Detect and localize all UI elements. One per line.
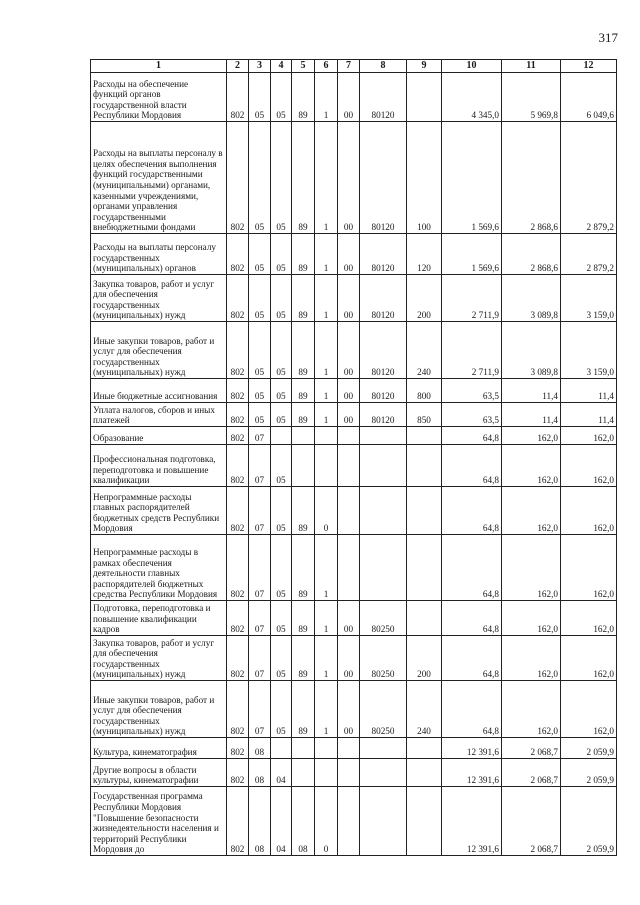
program-cell <box>292 445 315 487</box>
amount-year3-cell: 3 159,0 <box>561 275 617 322</box>
amount-year2-cell: 2 068,7 <box>502 787 561 856</box>
section-cell: 07 <box>249 445 271 487</box>
subsection-cell: 05 <box>271 601 292 636</box>
program-cell: 89 <box>292 379 315 403</box>
header-cell: 8 <box>360 60 407 73</box>
subprogram-cell <box>315 759 338 787</box>
subsection-cell: 05 <box>271 275 292 322</box>
table-row <box>91 403 617 427</box>
admin-code-cell: 802 <box>227 379 249 403</box>
expense-type-cell: 240 <box>407 322 442 379</box>
amount-year3-cell: 11,4 <box>561 403 617 427</box>
direction-cell: 00 <box>338 681 360 738</box>
header-cell: 1 <box>91 60 227 73</box>
amount-year2-cell: 162,0 <box>502 636 561 681</box>
direction-cell <box>338 487 360 535</box>
subprogram-cell: 1 <box>315 636 338 681</box>
expense-type-cell <box>407 787 442 856</box>
target-code-cell: 80120 <box>360 234 407 275</box>
direction-cell: 00 <box>338 636 360 681</box>
program-cell: 89 <box>292 601 315 636</box>
expense-type-cell: 800 <box>407 379 442 403</box>
subsection-cell: 05 <box>271 379 292 403</box>
amount-year3-cell: 162,0 <box>561 535 617 601</box>
table-row <box>91 759 617 787</box>
amount-year2-cell: 5 969,8 <box>502 73 561 122</box>
row-name-cell: Другие вопросы в области культуры, кинематографии <box>91 759 227 787</box>
amount-year2-cell: 162,0 <box>502 487 561 535</box>
expense-type-cell: 120 <box>407 234 442 275</box>
subsection-cell: 05 <box>271 322 292 379</box>
header-cell: 10 <box>442 60 502 73</box>
expense-type-cell: 100 <box>407 122 442 234</box>
amount-year3-cell: 162,0 <box>561 487 617 535</box>
direction-cell <box>338 427 360 445</box>
target-code-cell: 80250 <box>360 636 407 681</box>
amount-year1-cell: 4 345,0 <box>442 73 502 122</box>
amount-year1-cell: 64,8 <box>442 681 502 738</box>
row-name-cell: Закупка товаров, работ и услуг для обеспечения государственных (муниципальных) нужд <box>91 275 227 322</box>
admin-code-cell: 802 <box>227 234 249 275</box>
program-cell: 89 <box>292 636 315 681</box>
admin-code-cell: 802 <box>227 445 249 487</box>
subsection-cell: 05 <box>271 234 292 275</box>
section-cell: 07 <box>249 535 271 601</box>
target-code-cell: 80250 <box>360 601 407 636</box>
table-row <box>91 681 617 738</box>
program-cell <box>292 738 315 759</box>
amount-year1-cell: 1 569,6 <box>442 122 502 234</box>
subprogram-cell: 1 <box>315 379 338 403</box>
admin-code-cell: 802 <box>227 738 249 759</box>
program-cell: 89 <box>292 322 315 379</box>
amount-year1-cell: 64,8 <box>442 445 502 487</box>
section-cell: 05 <box>249 403 271 427</box>
amount-year1-cell: 63,5 <box>442 403 502 427</box>
expense-type-cell <box>407 535 442 601</box>
subprogram-cell <box>315 445 338 487</box>
direction-cell <box>338 759 360 787</box>
amount-year1-cell: 2 711,9 <box>442 322 502 379</box>
subsection-cell: 04 <box>271 759 292 787</box>
target-code-cell: 80120 <box>360 122 407 234</box>
section-cell: 08 <box>249 738 271 759</box>
subsection-cell: 05 <box>271 403 292 427</box>
target-code-cell <box>360 787 407 856</box>
program-cell: 89 <box>292 535 315 601</box>
amount-year3-cell: 2 059,9 <box>561 759 617 787</box>
table-row <box>91 379 617 403</box>
expense-type-cell <box>407 759 442 787</box>
row-name-cell: Профессиональная подготовка, переподготовка и повышение квалификации <box>91 445 227 487</box>
amount-year1-cell: 12 391,6 <box>442 759 502 787</box>
amount-year1-cell: 12 391,6 <box>442 738 502 759</box>
subprogram-cell: 1 <box>315 681 338 738</box>
table-row <box>91 636 617 681</box>
amount-year1-cell: 12 391,6 <box>442 787 502 856</box>
direction-cell: 00 <box>338 122 360 234</box>
header-cell: 3 <box>249 60 271 73</box>
direction-cell: 00 <box>338 403 360 427</box>
program-cell: 89 <box>292 122 315 234</box>
admin-code-cell: 802 <box>227 681 249 738</box>
row-name-cell: Иные закупки товаров, работ и услуг для обеспечения государственных (муниципальных) нужд <box>91 322 227 379</box>
table-row <box>91 738 617 759</box>
subsection-cell: 05 <box>271 122 292 234</box>
subsection-cell: 04 <box>271 787 292 856</box>
target-code-cell: 80120 <box>360 379 407 403</box>
table-row <box>91 322 617 379</box>
section-cell: 05 <box>249 122 271 234</box>
target-code-cell: 80120 <box>360 275 407 322</box>
section-cell: 07 <box>249 427 271 445</box>
admin-code-cell: 802 <box>227 427 249 445</box>
subsection-cell: 05 <box>271 487 292 535</box>
direction-cell <box>338 738 360 759</box>
table-row <box>91 445 617 487</box>
expense-type-cell: 200 <box>407 636 442 681</box>
row-name-cell: Расходы на обеспечение функций органов государственной власти Республики Мордовия <box>91 73 227 122</box>
header-cell: 5 <box>292 60 315 73</box>
amount-year2-cell: 3 089,8 <box>502 322 561 379</box>
direction-cell <box>338 445 360 487</box>
expense-type-cell <box>407 601 442 636</box>
amount-year2-cell: 3 089,8 <box>502 275 561 322</box>
amount-year2-cell: 162,0 <box>502 445 561 487</box>
amount-year2-cell: 162,0 <box>502 535 561 601</box>
section-cell: 08 <box>249 759 271 787</box>
page-number: 317 <box>598 30 618 45</box>
row-name-cell: Культура, кинематография <box>91 738 227 759</box>
amount-year2-cell: 11,4 <box>502 379 561 403</box>
subprogram-cell: 0 <box>315 787 338 856</box>
admin-code-cell: 802 <box>227 73 249 122</box>
subsection-cell: 05 <box>271 636 292 681</box>
section-cell: 05 <box>249 275 271 322</box>
direction-cell: 00 <box>338 322 360 379</box>
row-name-cell: Иные закупки товаров, работ и услуг для обеспечения государственных (муниципальных) нужд <box>91 681 227 738</box>
amount-year3-cell: 162,0 <box>561 445 617 487</box>
header-cell: 4 <box>271 60 292 73</box>
row-name-cell: Иные бюджетные ассигнования <box>91 379 227 403</box>
subprogram-cell: 1 <box>315 275 338 322</box>
admin-code-cell: 802 <box>227 759 249 787</box>
expense-type-cell <box>407 73 442 122</box>
expense-type-cell <box>407 487 442 535</box>
amount-year2-cell: 2 868,6 <box>502 122 561 234</box>
direction-cell <box>338 787 360 856</box>
subsection-cell: 05 <box>271 681 292 738</box>
header-cell: 9 <box>407 60 442 73</box>
section-cell: 05 <box>249 379 271 403</box>
target-code-cell <box>360 535 407 601</box>
amount-year1-cell: 2 711,9 <box>442 275 502 322</box>
table-row <box>91 601 617 636</box>
amount-year3-cell: 6 049,6 <box>561 73 617 122</box>
amount-year3-cell: 11,4 <box>561 379 617 403</box>
expense-type-cell <box>407 445 442 487</box>
table-row <box>91 122 617 234</box>
admin-code-cell: 802 <box>227 322 249 379</box>
amount-year1-cell: 63,5 <box>442 379 502 403</box>
target-code-cell <box>360 445 407 487</box>
section-cell: 07 <box>249 681 271 738</box>
subprogram-cell: 1 <box>315 122 338 234</box>
target-code-cell: 80120 <box>360 73 407 122</box>
row-name-cell: Расходы на выплаты персоналу государственных (муниципальных) органов <box>91 234 227 275</box>
expense-type-cell <box>407 427 442 445</box>
amount-year2-cell: 2 868,6 <box>502 234 561 275</box>
amount-year1-cell: 64,8 <box>442 427 502 445</box>
row-name-cell: Расходы на выплаты персоналу в целях обеспечения выполнения функций государственными (муниципальными) органами, казенными учреждениями, органами управления государственными внебюджетными фондами <box>91 122 227 234</box>
expense-type-cell <box>407 738 442 759</box>
amount-year1-cell: 64,8 <box>442 636 502 681</box>
subprogram-cell <box>315 427 338 445</box>
amount-year3-cell: 162,0 <box>561 681 617 738</box>
expense-type-cell: 240 <box>407 681 442 738</box>
subsection-cell: 05 <box>271 73 292 122</box>
amount-year3-cell: 2 879,2 <box>561 122 617 234</box>
program-cell: 89 <box>292 275 315 322</box>
subprogram-cell: 1 <box>315 403 338 427</box>
table-row <box>91 487 617 535</box>
target-code-cell <box>360 487 407 535</box>
amount-year2-cell: 162,0 <box>502 427 561 445</box>
subsection-cell <box>271 427 292 445</box>
amount-year1-cell: 64,8 <box>442 535 502 601</box>
table-row <box>91 234 617 275</box>
expense-type-cell: 200 <box>407 275 442 322</box>
subprogram-cell: 1 <box>315 234 338 275</box>
amount-year2-cell: 11,4 <box>502 403 561 427</box>
admin-code-cell: 802 <box>227 487 249 535</box>
subprogram-cell: 0 <box>315 487 338 535</box>
budget-table <box>90 59 617 856</box>
amount-year3-cell: 162,0 <box>561 427 617 445</box>
expense-type-cell: 850 <box>407 403 442 427</box>
program-cell <box>292 759 315 787</box>
row-name-cell: Уплата налогов, сборов и иных платежей <box>91 403 227 427</box>
direction-cell: 00 <box>338 73 360 122</box>
header-cell: 6 <box>315 60 338 73</box>
amount-year3-cell: 3 159,0 <box>561 322 617 379</box>
program-cell: 89 <box>292 403 315 427</box>
program-cell: 89 <box>292 487 315 535</box>
table-header-row <box>91 60 617 73</box>
direction-cell: 00 <box>338 379 360 403</box>
section-cell: 05 <box>249 234 271 275</box>
program-cell: 89 <box>292 681 315 738</box>
admin-code-cell: 802 <box>227 636 249 681</box>
program-cell <box>292 427 315 445</box>
header-cell: 2 <box>227 60 249 73</box>
program-cell: 89 <box>292 73 315 122</box>
target-code-cell <box>360 738 407 759</box>
admin-code-cell: 802 <box>227 787 249 856</box>
header-cell: 11 <box>502 60 561 73</box>
subprogram-cell: 1 <box>315 535 338 601</box>
amount-year3-cell: 2 059,9 <box>561 738 617 759</box>
target-code-cell: 80120 <box>360 403 407 427</box>
subprogram-cell: 1 <box>315 322 338 379</box>
subprogram-cell: 1 <box>315 73 338 122</box>
subsection-cell: 05 <box>271 445 292 487</box>
subsection-cell: 05 <box>271 535 292 601</box>
amount-year2-cell: 2 068,7 <box>502 738 561 759</box>
amount-year1-cell: 64,8 <box>442 601 502 636</box>
program-cell: 08 <box>292 787 315 856</box>
section-cell: 05 <box>249 322 271 379</box>
target-code-cell <box>360 427 407 445</box>
row-name-cell: Государственная программа Республики Мордовия "Повышение безопасности жизнедеятельности населения и территорий Республики Мордовия до <box>91 787 227 856</box>
table-row <box>91 275 617 322</box>
section-cell: 05 <box>249 73 271 122</box>
target-code-cell <box>360 759 407 787</box>
admin-code-cell: 802 <box>227 535 249 601</box>
admin-code-cell: 802 <box>227 122 249 234</box>
section-cell: 07 <box>249 487 271 535</box>
table-row <box>91 535 617 601</box>
admin-code-cell: 802 <box>227 601 249 636</box>
amount-year2-cell: 162,0 <box>502 681 561 738</box>
table-row <box>91 427 617 445</box>
admin-code-cell: 802 <box>227 275 249 322</box>
amount-year3-cell: 162,0 <box>561 601 617 636</box>
direction-cell: 00 <box>338 275 360 322</box>
section-cell: 07 <box>249 601 271 636</box>
amount-year2-cell: 2 068,7 <box>502 759 561 787</box>
header-cell: 7 <box>338 60 360 73</box>
program-cell: 89 <box>292 234 315 275</box>
row-name-cell: Закупка товаров, работ и услуг для обеспечения государственных (муниципальных) нужд <box>91 636 227 681</box>
subprogram-cell <box>315 738 338 759</box>
amount-year1-cell: 1 569,6 <box>442 234 502 275</box>
amount-year2-cell: 162,0 <box>502 601 561 636</box>
row-name-cell: Подготовка, переподготовка и повышение квалификации кадров <box>91 601 227 636</box>
amount-year3-cell: 162,0 <box>561 636 617 681</box>
admin-code-cell: 802 <box>227 403 249 427</box>
target-code-cell: 80120 <box>360 322 407 379</box>
row-name-cell: Непрограммные расходы в рамках обеспечения деятельности главных распорядителей бюджетных средства Республики Мордовия <box>91 535 227 601</box>
subprogram-cell: 1 <box>315 601 338 636</box>
direction-cell <box>338 535 360 601</box>
direction-cell: 00 <box>338 601 360 636</box>
target-code-cell: 80250 <box>360 681 407 738</box>
direction-cell: 00 <box>338 234 360 275</box>
row-name-cell: Непрограммные расходы главных распорядителей бюджетных средств Республики Мордовия <box>91 487 227 535</box>
subsection-cell <box>271 738 292 759</box>
row-name-cell: Образование <box>91 427 227 445</box>
header-cell: 12 <box>561 60 617 73</box>
amount-year1-cell: 64,8 <box>442 487 502 535</box>
table-row <box>91 73 617 122</box>
amount-year3-cell: 2 059,9 <box>561 787 617 856</box>
section-cell: 08 <box>249 787 271 856</box>
table-row <box>91 787 617 856</box>
section-cell: 07 <box>249 636 271 681</box>
amount-year3-cell: 2 879,2 <box>561 234 617 275</box>
